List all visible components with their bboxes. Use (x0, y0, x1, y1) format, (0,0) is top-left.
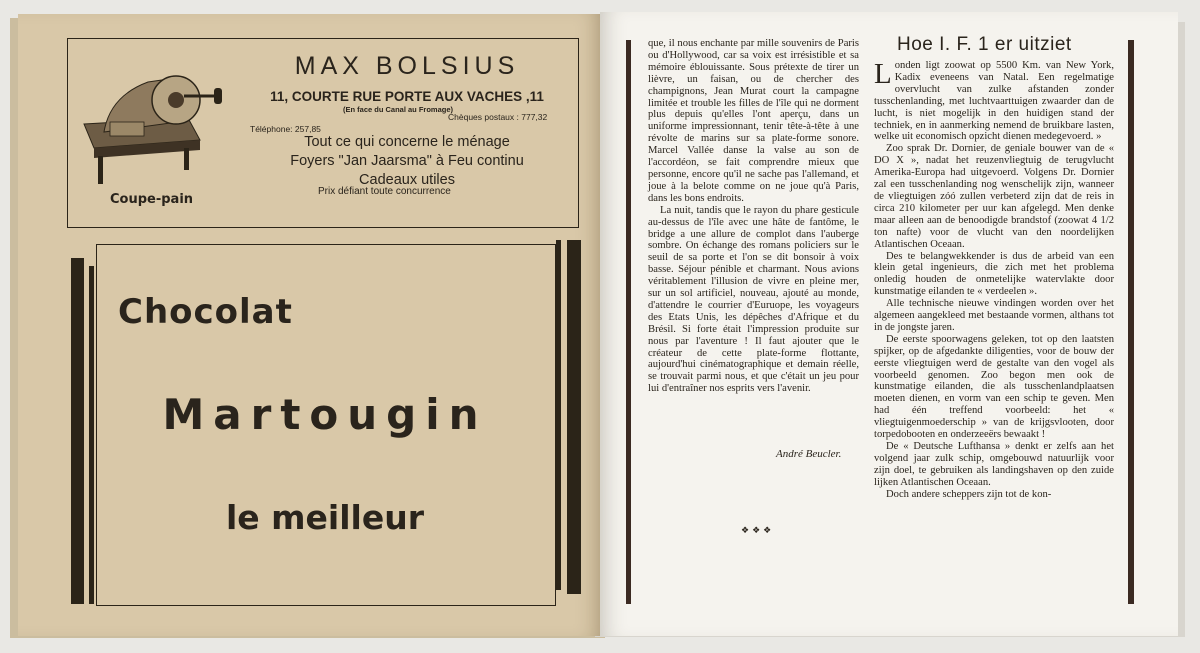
dutch-paragraph-1: onden ligt zoowat op 5500 Km. van New York, Kadix eveneens van Natal. Een regelmatige overvlucht van zulke afstanden zonder tusschenlanding, met luchtvaarttuigen zwaarder dan de lucht, is niet mogelijk in den huidigen stand der techniek, en in aanmerking nemend de bruikbare lasten, welke uit economisch opzicht dienen medegevoerd. » (874, 60, 1114, 143)
drop-cap: L (874, 58, 892, 90)
postal-cheques: Chèques postaux : 777,32 (448, 112, 548, 122)
shop-landmark: (En face du Canal au Fromage) (342, 105, 454, 114)
chocolat-word: Chocolat (118, 292, 293, 332)
shop-address: 11, COURTE RUE PORTE AUX VACHES ,11 (270, 89, 544, 104)
author-signature: André Beucler. (776, 448, 842, 460)
ad-line-gifts: Cadeaux utiles (359, 172, 455, 188)
dutch-paragraph-6: De « Deutsche Lufthansa » denkt er zelfs aan het volgend jaar zulk schip, omgebouwd natuurlijk voor zijn doel, te gebruiken als landingshaven op den zuide lijken Atlantischen Oceaan. (874, 441, 1114, 488)
french-paragraph-2: La nuit, tandis que le rayon du phare gesticule au-dessus de l'île avec une hâte de fantôme, le bridge a une allure de complot dans l'auberge sombre. On échange des romans policiers sur le seuil de sa porte et l'on se dit bonsoir à voix basse. Séjour pénible et charmant. Nous avions véritablement l'illusion de vivre en pleine mer, sur un sol artificiel, nouveau, ajouté au monde, d'attendre le courrier d'Euruope, les voyageurs des Etats Unis, les dépêches d'Afrique et du Brésil. Si forte était l'impression produite sur nous par l'aventure ! Il faut ajouter que le créateur de cette plate-forme flottante, aujourd'hui cinématographique et demain réelle, se trouvait parmi nous, et que c'était un jeu pour lui d'entraîner nos esprits vers l'avenir. (648, 204, 859, 395)
article-title: Hoe I. F. 1 er uitziet (897, 34, 1072, 55)
dutch-paragraph-4: Alle technische nieuwe vindingen worden over het algemeen aangekleed met bestaande vormen, althans tot in de jongste jaren. (874, 298, 1114, 333)
bread-slicer-illustration (80, 66, 230, 186)
french-article-column (648, 38, 859, 395)
martougin-brand: Martougin (162, 390, 488, 439)
right-column-rule (1128, 40, 1134, 604)
dutch-paragraph-5: De eerste spoorwagens geleken, tot op den laatsten spijker, op de afgedankte diligenties, voor de bouw der eerste vliegtuigen werd de gestalte van den vogel als voorbeeld genomen. Zoo begon men ook de kunstmatige eilanden, die als tusschenlandplaatsen moeten dienen, en vorm van een schip te geven. Men had één treffend voorbeeld: het « vliegtuigenmoederschip » van de krijgsvlooten, door torpedobooten en onderzeeërs bewaakt ! (874, 333, 1114, 441)
product-caption: Coupe-pain (110, 192, 194, 207)
le-meilleur-tagline: le meilleur (225, 498, 425, 537)
chocolat-right-bar-inner (556, 240, 561, 590)
chocolat-left-bar-outer (71, 258, 84, 604)
ad-line-stoves: Foyers "Jan Jaarsma" à Feu continu (290, 153, 524, 169)
dutch-paragraph-2: Zoo sprak Dr. Dornier, de geniale bouwer van de « DO X », nadat het reuzenvliegtuig de terugvlucht Amerika-Europa had uitgevoerd. Volgens Dr. Dornier zal een tusschenlanding nog wenschelijk zijn, wanneer de vliegtuigen zóó zullen verbeterd zijn dat de reis in circa 210 kilometer per uur kan afgelegd. Men denke maar alleen aan de benoodigde brandstof (zoowat 4 1/2 ton nafte) voor de vlucht van den noordelijken Atlantischen Oceaan. (874, 143, 1114, 250)
ad-line-household: Tout ce qui concerne le ménage (304, 134, 510, 150)
telephone: Téléphone: 257,85 (250, 124, 321, 134)
dutch-paragraph-3: Des te belangwekkender is dus de arbeid van een klein getal ingenieurs, die zich met het problema onledig houden de onmetelijke watervlakte door kunstmatige eilanden te « verdeelen ». (874, 250, 1114, 298)
chocolat-left-bar-inner (89, 266, 94, 604)
left-column-rule (626, 40, 631, 604)
ad-line-prices: Prix défiant toute concurrence (318, 186, 451, 197)
shop-name: MAX BOLSIUS (294, 52, 520, 80)
french-paragraph-1: que, il nous enchante par mille souvenirs de Paris ou d'Hollywood, car sa voix est irrésistible et sa mémoire éblouissante. Sous prétexte de tirer un lièvre, un faisan, ou de chercher des champignons, Jean Murat court la campagne limitée et trouble les filles de l'île qui ne dorment plus depuis qu'elles l'ont aperçu, dans un uniforme impressionnant, tenir tête-à-tête à une révolte de marins sur sa plate-forme sonore. Marcel Vallée danse la valse au son de l'accordéon, se fait comprendre mieux que personne, encore qu'il ne sache pas l'allemand, et joue à la belote comme on ne joue qu'à Paris, dans les bons endroits. (648, 38, 859, 204)
section-ornament: ❖❖❖ (741, 526, 775, 536)
chocolat-right-bar-outer (567, 240, 581, 594)
dutch-paragraph-7: Doch andere scheppers zijn tot de kon- (886, 488, 1052, 500)
dutch-article-column (874, 60, 1114, 501)
